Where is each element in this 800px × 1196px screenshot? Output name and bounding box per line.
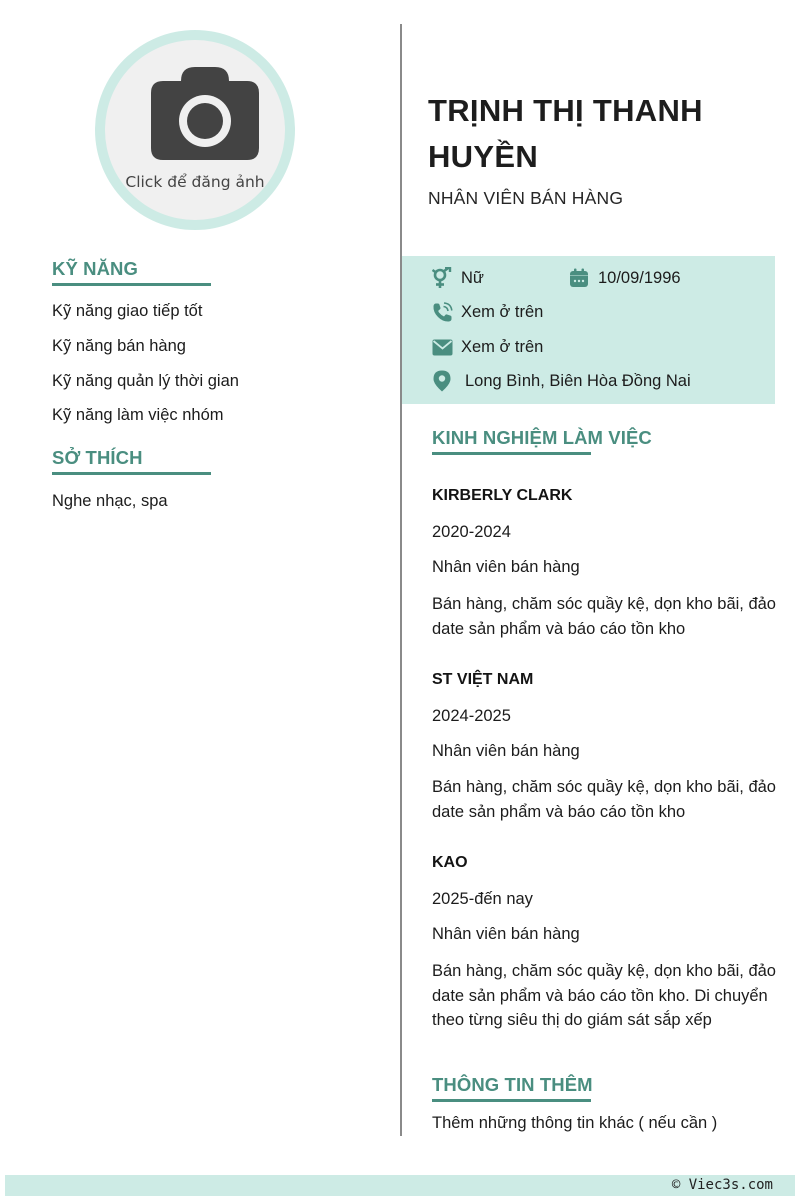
hobby-item: Nghe nhạc, spa [52,492,168,510]
experience-company: KIRBERLY CLARK [432,487,573,504]
avatar-upload-label: Click để đăng ảnh [125,173,265,191]
avatar-upload[interactable] [95,30,295,230]
experience-period: 2020-2024 [432,523,511,541]
avatar-placeholder[interactable] [105,40,285,220]
experience-description: Bán hàng, chăm sóc quầy kệ, dọn kho bãi, đảo date sản phẩm và báo cáo tồn kho [432,595,776,638]
additional-info-title: THÔNG TIN THÊM [432,1074,593,1095]
camera-icon [151,67,259,160]
experience-role: Nhân viên bán hàng [432,742,580,760]
skill-item: Kỹ năng bán hàng [52,337,186,355]
skills-underline [52,283,211,286]
email-row [431,336,543,358]
experience-period: 2024-2025 [432,707,511,725]
gender-row [431,267,484,289]
map-pin-icon [431,370,453,392]
column-divider [400,24,402,1136]
hobbies-underline [52,472,211,475]
skill-item: Kỹ năng làm việc nhóm [52,406,224,424]
gender-icon [431,267,453,289]
experience-role: Nhân viên bán hàng [432,558,580,576]
experience-company: KAO [432,854,468,871]
skill-item: Kỹ năng giao tiếp tốt [52,302,203,320]
skills-title: KỸ NĂNG [52,258,139,279]
skill-item: Kỹ năng quản lý thời gian [52,372,239,390]
envelope-icon [431,336,453,358]
experience-description: Bán hàng, chăm sóc quầy kệ, dọn kho bãi, đảo date sản phẩm và báo cáo tồn kho [432,778,776,821]
experience-underline [432,452,591,455]
contact-info-box [402,256,775,404]
gender-value: Nữ [461,268,484,287]
candidate-position: NHÂN VIÊN BÁN HÀNG [428,188,624,208]
address-value: Long Bình, Biên Hòa Đồng Nai [465,371,691,390]
birthday-value: 10/09/1996 [598,268,681,287]
experience-company: ST VIỆT NAM [432,671,534,688]
calendar-icon [568,267,590,289]
candidate-name: TRỊNH THỊ THANH HUYỀN [428,93,703,174]
address-row [431,370,691,392]
phone-row [431,301,543,323]
additional-info-underline [432,1099,591,1102]
birthday-row [568,267,681,289]
experience-period: 2025-đến nay [432,890,533,908]
footer-bar [5,1175,795,1196]
experience-role: Nhân viên bán hàng [432,925,580,943]
left-column [0,0,400,1140]
phone-value: Xem ở trên [461,302,544,321]
footer-copyright: © Viec3s.com [671,1177,773,1193]
experience-title: KINH NGHIỆM LÀM VIỆC [432,427,652,448]
hobbies-title: SỞ THÍCH [52,447,143,468]
additional-info-text: Thêm những thông tin khác ( nếu cần ) [432,1114,718,1132]
phone-icon [431,301,453,323]
email-value: Xem ở trên [461,337,544,356]
experience-description: Bán hàng, chăm sóc quầy kệ, dọn kho bãi, đảo date sản phẩm và báo cáo tồn kho. Di chuyển theo từng siêu thị do giám sát sắp xếp [432,962,776,1029]
